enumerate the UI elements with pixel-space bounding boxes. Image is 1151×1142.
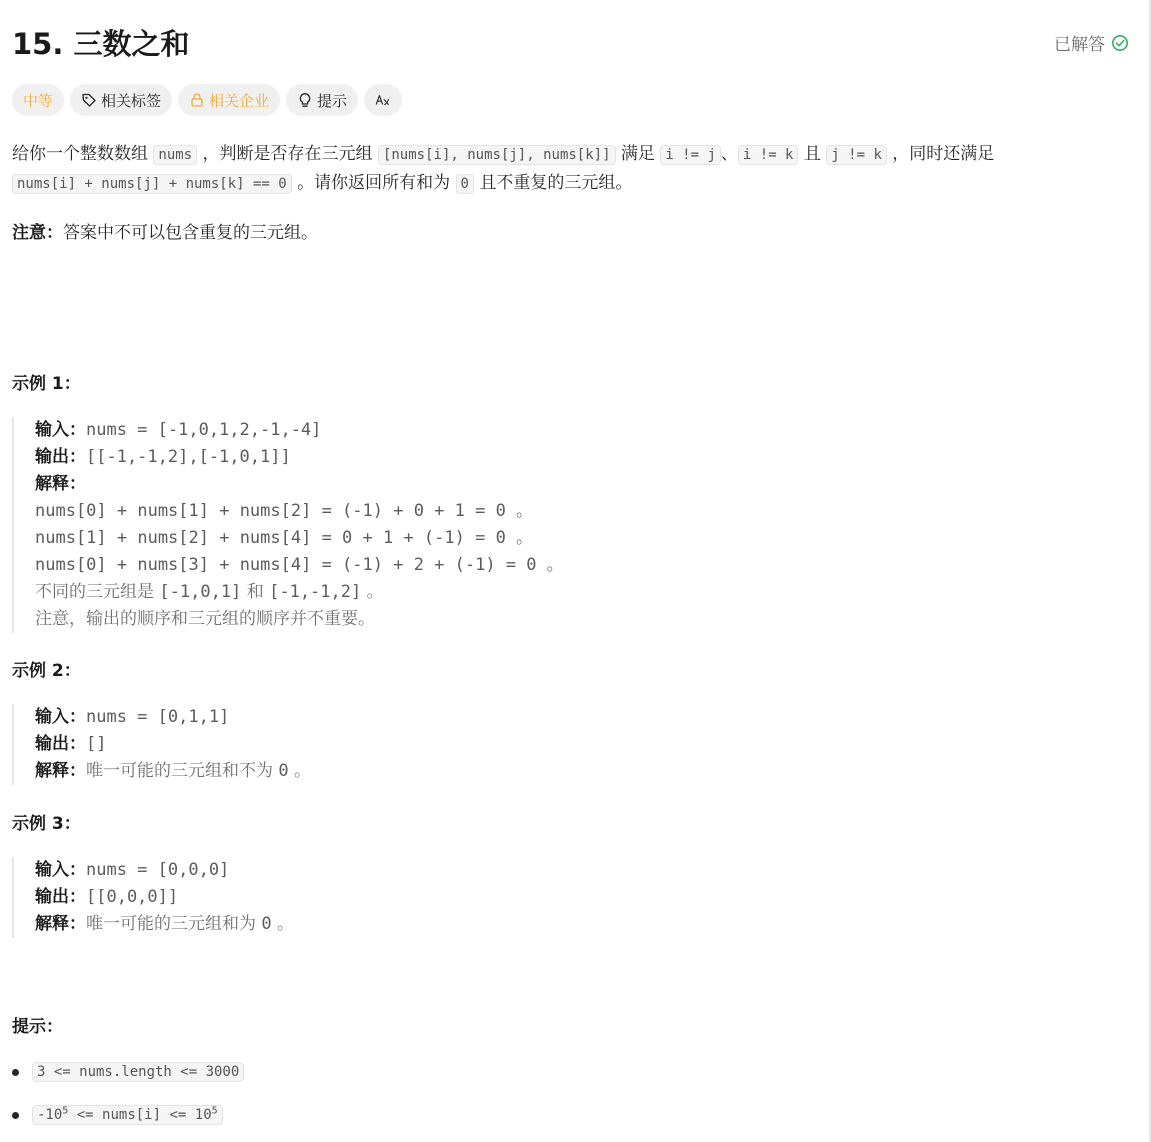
desc-text: 、: [720, 144, 738, 164]
example-output-row: [35, 884, 294, 911]
hint-item: [12, 1062, 244, 1082]
desc-code: [nums[i], nums[j], nums[k]]: [378, 145, 616, 165]
check-circle-icon: [1111, 34, 1129, 52]
input-label: 输入：: [35, 420, 86, 440]
related-companies-button[interactable]: [178, 84, 280, 116]
note-label: 注意：: [12, 223, 63, 243]
explain-text: 唯一可能的三元组和不为: [86, 761, 279, 781]
related-tags-label: 相关标签: [101, 91, 162, 110]
explain-line: nums[0] + nums[1] + nums[2] = (-1) + 0 + 1 = 0 。: [35, 501, 534, 521]
desc-text: ，同时还满足: [886, 144, 995, 164]
hint-code: 3 <= nums.length <= 3000: [32, 1062, 244, 1082]
example-explain-row: [35, 911, 294, 938]
desc-text: 。请你返回所有和为: [291, 173, 456, 193]
output-value: [[-1,-1,2],[-1,0,1]]: [86, 447, 291, 467]
related-companies-label: 相关企业: [209, 91, 270, 110]
desc-code: j != k: [826, 145, 887, 165]
example-output-row: [35, 444, 564, 471]
desc-code: nums: [153, 145, 197, 165]
bullet-icon: [12, 1069, 19, 1076]
explain-line: 注意，输出的顺序和三元组的顺序并不重要。: [35, 609, 375, 629]
example-explain-row: [35, 758, 311, 785]
hint-text: <= nums[i] <= 10: [68, 1107, 212, 1123]
example-input-row: [35, 704, 311, 731]
input-value: nums = [-1,0,1,2,-1,-4]: [86, 420, 322, 440]
explain-code: 0: [278, 761, 289, 781]
hints-title: 提示：: [12, 1017, 63, 1037]
explain-text: 。: [271, 914, 295, 934]
desc-text: 且不重复的三元组。: [473, 173, 633, 193]
input-value: nums = [0,1,1]: [86, 707, 230, 727]
example-input-row: [35, 857, 294, 884]
explain-line: nums[0] + nums[3] + nums[4] = (-1) + 2 + (-1) = 0 。: [35, 555, 564, 575]
tag-icon: [81, 92, 97, 108]
explain-code: [-1,0,1]: [159, 582, 242, 602]
explain-line: nums[1] + nums[2] + nums[4] = 0 + 1 + (-1) = 0 。: [35, 528, 534, 548]
explain-code: 0: [261, 914, 272, 934]
desc-code: 0: [456, 174, 474, 194]
output-label: 输出：: [35, 447, 86, 467]
explain-text: 和: [241, 582, 270, 602]
example-explain-row: [35, 471, 564, 498]
lightbulb-icon: [297, 92, 313, 108]
hint-exponent: 5: [211, 1105, 218, 1117]
related-tags-button[interactable]: [70, 84, 172, 116]
translate-button[interactable]: [364, 84, 402, 116]
explain-text: 。: [361, 582, 384, 602]
tag-bar: [12, 84, 402, 116]
hint-text: -10: [37, 1107, 63, 1123]
output-label: 输出：: [35, 887, 86, 907]
problem-description: [12, 140, 1132, 198]
input-label: 输入：: [35, 860, 86, 880]
hint-label: 提示: [317, 91, 348, 110]
hint-item: [12, 1105, 223, 1125]
explain-label: 解释：: [35, 474, 86, 494]
desc-code: i != j: [660, 145, 721, 165]
explain-line: [35, 579, 564, 606]
translate-icon: [375, 92, 391, 108]
example-1-block: [12, 417, 564, 633]
desc-text: 且: [798, 144, 827, 164]
desc-text: ，判断是否存在三元组: [197, 144, 378, 164]
bullet-icon: [12, 1112, 19, 1119]
example-2-block: [12, 704, 311, 785]
solved-label: 已解答: [1054, 35, 1105, 55]
input-label: 输入：: [35, 707, 86, 727]
example-input-row: [35, 417, 564, 444]
problem-title: 15. 三数之和: [12, 27, 190, 61]
hint-exponent: 5: [62, 1105, 69, 1117]
hint-button[interactable]: [286, 84, 358, 116]
note: [12, 218, 318, 243]
explain-code: [-1,-1,2]: [269, 582, 362, 602]
example-output-row: [35, 731, 311, 758]
hint-code: [32, 1105, 223, 1125]
desc-text: 给你一个整数数组: [12, 144, 154, 164]
desc-text: 满足: [615, 144, 661, 164]
explain-text: 。: [288, 761, 312, 781]
example-3-title: 示例 3：: [12, 814, 81, 834]
example-3-block: [12, 857, 294, 938]
lock-icon: [189, 92, 205, 108]
explain-text: 不同的三元组是: [35, 582, 160, 602]
desc-code: i != k: [738, 145, 799, 165]
output-value: [[0,0,0]]: [86, 887, 179, 907]
difficulty-label: 中等: [23, 91, 54, 110]
difficulty-tag[interactable]: [12, 84, 64, 116]
output-value: []: [86, 734, 107, 754]
desc-code: nums[i] + nums[j] + nums[k] == 0: [12, 174, 292, 194]
input-value: nums = [0,0,0]: [86, 860, 230, 880]
solved-status: [1054, 30, 1129, 55]
note-text: 答案中不可以包含重复的三元组。: [63, 223, 318, 243]
explain-label: 解释：: [35, 761, 86, 781]
explain-label: 解释：: [35, 914, 86, 934]
example-1-title: 示例 1：: [12, 374, 81, 394]
output-label: 输出：: [35, 734, 86, 754]
example-2-title: 示例 2：: [12, 661, 81, 681]
explain-text: 唯一可能的三元组和为: [86, 914, 262, 934]
